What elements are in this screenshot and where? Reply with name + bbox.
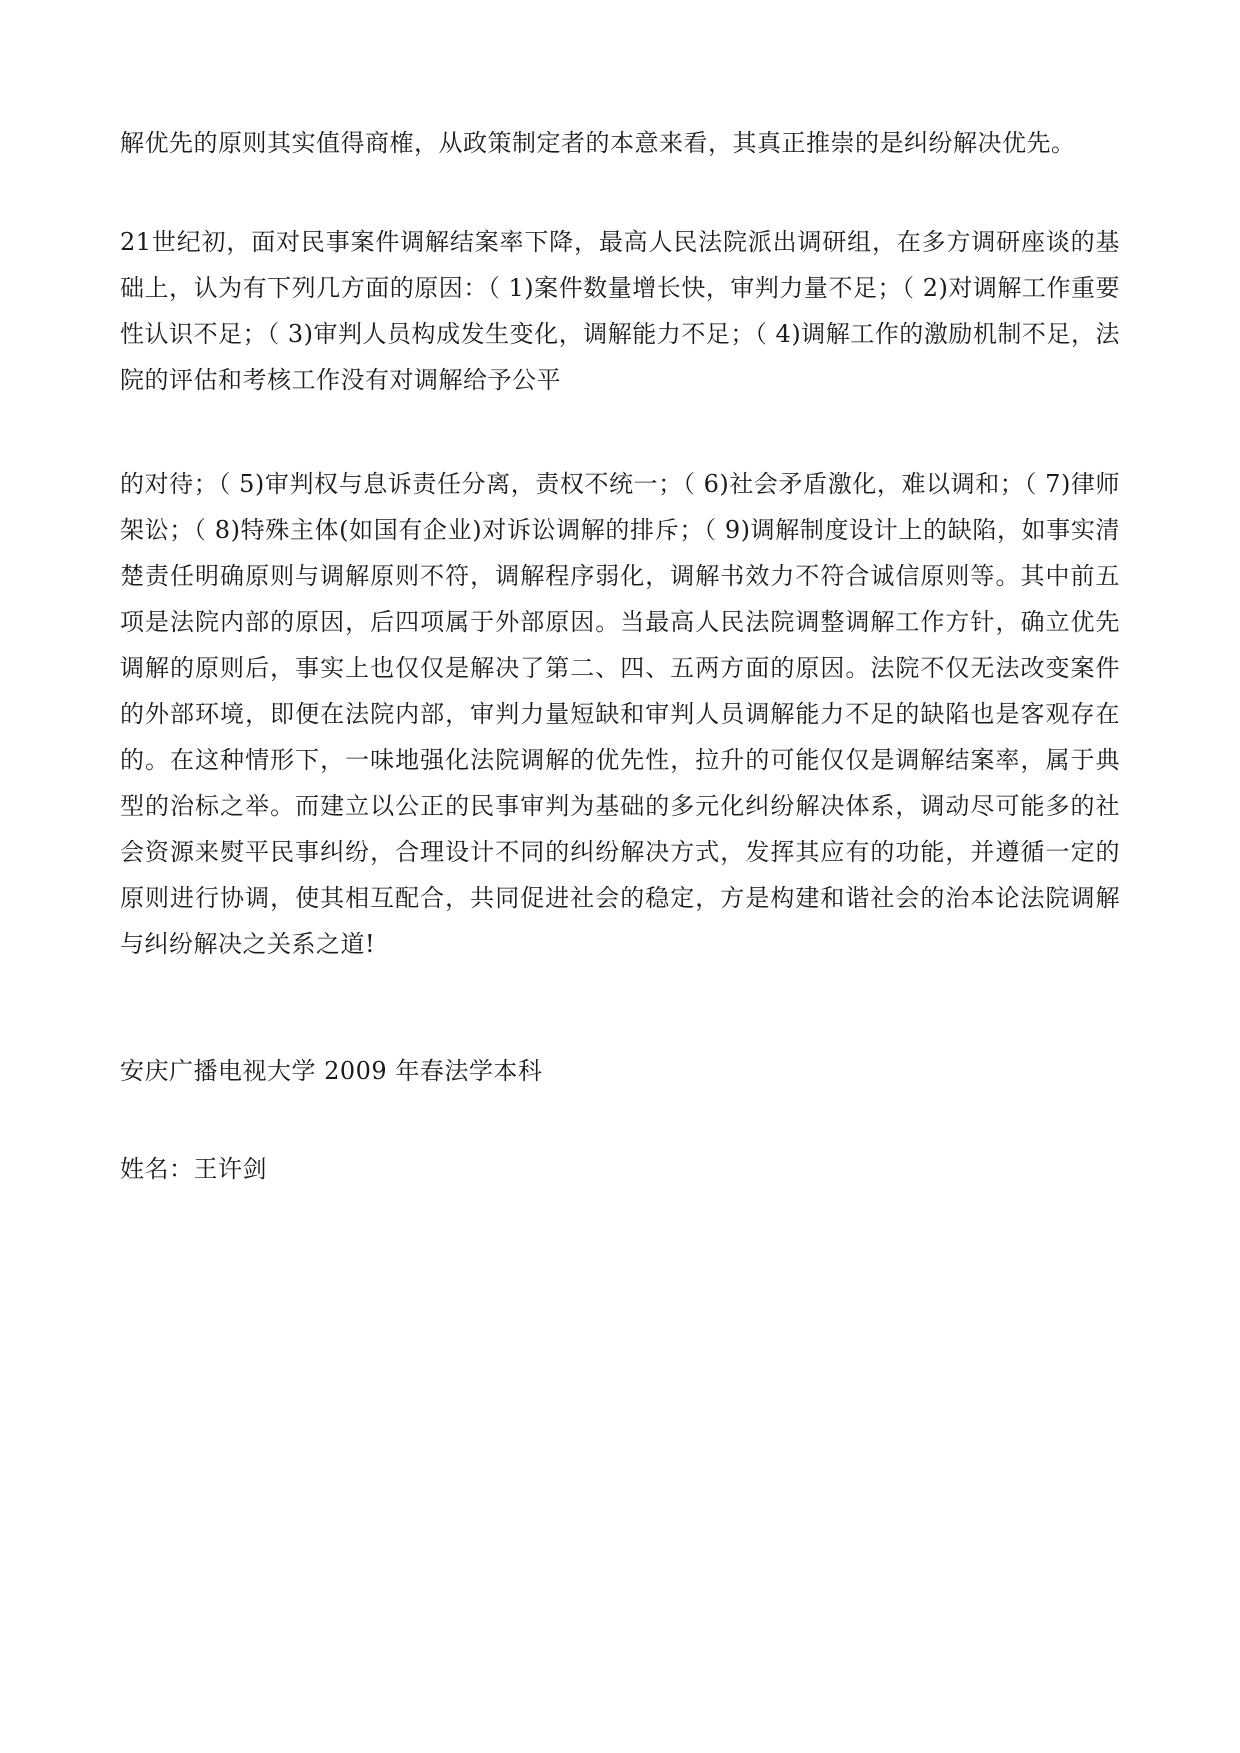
paragraph-causes-part-2: 的对待；（ 5)审判权与息诉责任分离，责权不统一；（ 6)社会矛盾激化，难以调和；（ 7)律师架讼；（ 8)特殊主体(如国有企业)对诉讼调解的排斥；（ 9)调解制度设计上的缺陷，如事实清楚责任明确原则与调解原则不符，调解程序弱化，调解书效力不符合诚信原则等。其中前五项是法院内部的原因，后四项属于外部原因。当最高人民法院调整调解工作方针，确立优先调解的原则后，事实上也仅仅是解决了第二、四、五两方面的原因。法院不仅无法改变案件的外部环境，即便在法院内部，审判力量短缺和审判人员调解能力不足的缺陷也是客观存在的。在这种情形下，一味地强化法院调解的优先性，拉升的可能仅仅是调解结案率，属于典型的治标之举。而建立以公正的民事审判为基础的多元化纠纷解决体系，调动尽可能多的社会资源来熨平民事纠纷，合理设计不同的纠纷解决方式，发挥其应有的功能，并遵循一定的原则进行协调，使其相互配合，共同促进社会的稳定，方是构建和谐社会的治本论法院调解与纠纷解决之关系之道!: [120, 470, 1120, 958]
author-name-line: 姓名：王许剑: [120, 1155, 267, 1183]
school-program-line: 安庆广播电视大学 2009 年春法学本科: [120, 1057, 543, 1085]
paragraph-causes-part-1: 21世纪初，面对民事案件调解结案率下降，最高人民法院派出调研组，在多方调研座谈的基础上，认为有下列几方面的原因：（ 1)案件数量增长快，审判力量不足；（ 2)对调解工作重要性认识不足；（ 3)审判人员构成发生变化，调解能力不足；（ 4)调解工作的激励机制不足，法院的评估和考核工作没有对调解给予公平: [120, 228, 1120, 394]
paragraph-intro-conclusion: 解优先的原则其实值得商榷，从政策制定者的本意来看，其真正推崇的是纠纷解决优先。: [120, 129, 1076, 157]
